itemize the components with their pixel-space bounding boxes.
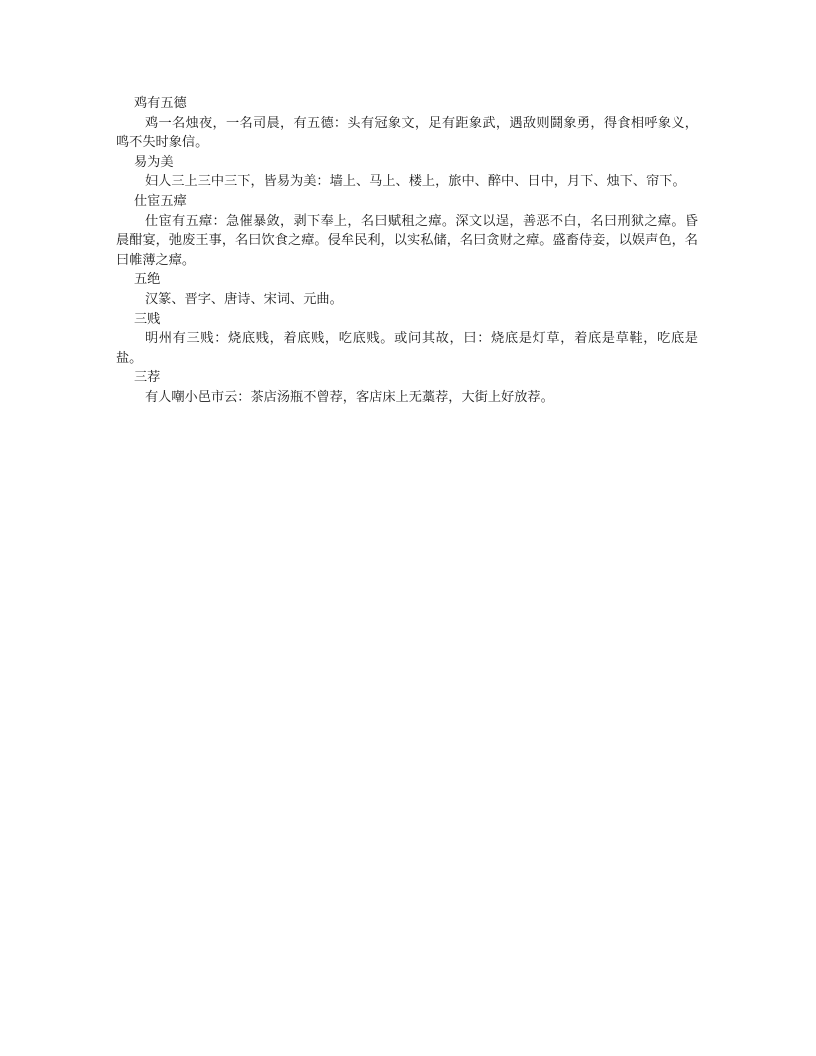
section-body: 有人嘲小邑市云：茶店汤瓶不曾荐，客店床上无藁荐，大街上好放荐。 xyxy=(145,389,554,405)
section-heading: 五绝 xyxy=(134,272,161,288)
section-heading: 易为美 xyxy=(134,154,174,170)
section-body: 明州有三贱：烧底贱，着底贱，吃底贱。或问其故，曰：烧底是灯草，着底是草鞋，吃底是盐。 xyxy=(116,331,698,366)
section-heading: 仕宦五瘴 xyxy=(134,193,187,209)
section-heading: 鸡有五德 xyxy=(134,96,187,111)
section-body: 汉篆、晋字、唐诗、宋词、元曲。 xyxy=(145,291,343,307)
section-body: 仕宦有五瘴：急催暴敛，剥下奉上，名曰赋租之瘴。深文以逞，善恶不白，名曰刑狱之瘴。昏晨酣宴，弛废王事，名曰饮食之瘴。侵牟民利，以实私储，名曰贪财之瘴。盛畜侍妾，以娱声色，名曰帷薄之瘴。 xyxy=(116,213,698,268)
section-heading: 三贱 xyxy=(134,311,161,327)
document-page xyxy=(116,94,698,408)
section-body: 鸡一名烛夜，一名司晨，有五德：头有冠象文，足有距象武，遇敌则鬪象勇，得食相呼象义，鸣不失时象信。 xyxy=(116,115,698,151)
section-heading: 三荐 xyxy=(134,370,161,386)
section-body: 妇人三上三中三下，皆易为美：墙上、马上、楼上，旅中、醉中、日中，月下、烛下、帘下。 xyxy=(145,174,686,190)
